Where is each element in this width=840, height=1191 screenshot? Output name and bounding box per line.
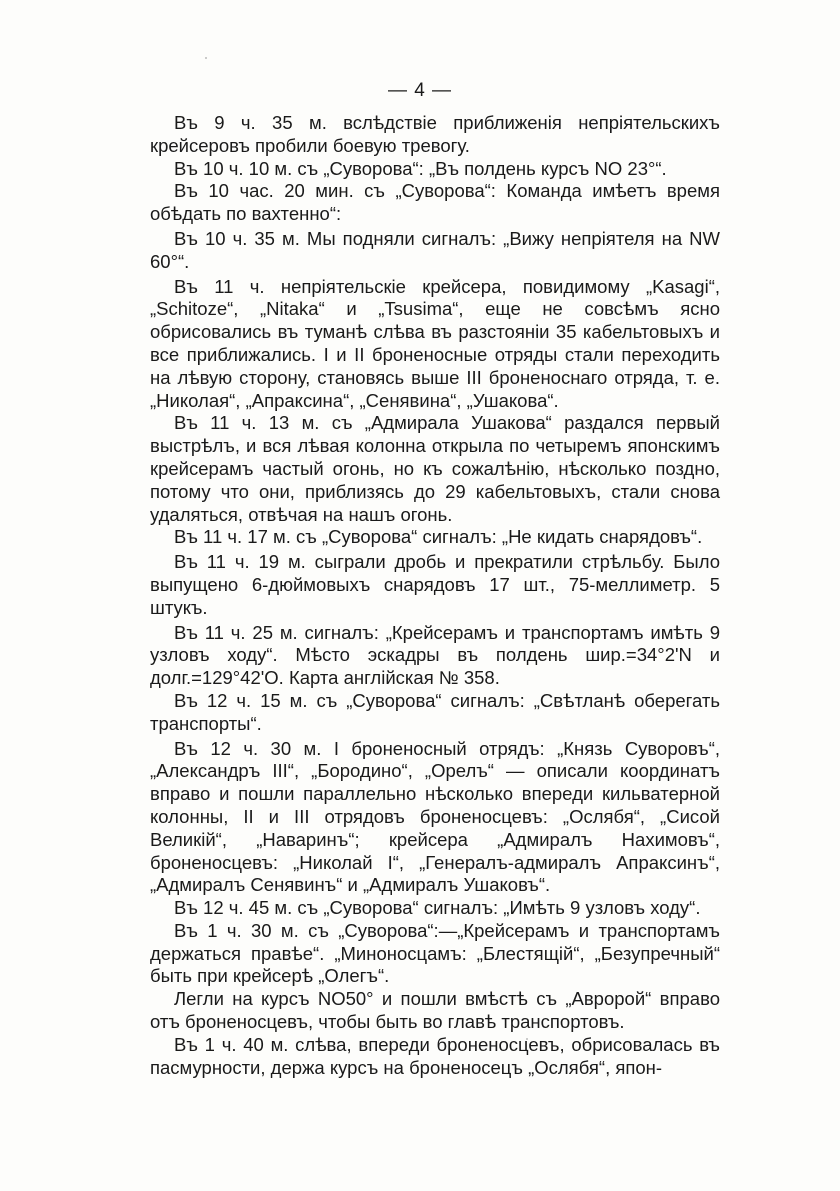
paragraph: Въ 12 ч. 15 м. съ „Суворова“ сигналъ: „Свѣтланѣ оберегать транспорты“. xyxy=(150,689,720,734)
paragraph: Въ 11 ч. непріятельскіе крейсера, повидимому „Kasagi“, „Schitoze“, „Nitaka“ и „Tsusima“, еще не совсѣмъ ясно обрисовались въ туманѣ слѣва въ разстояніи 35 кабельтовыхъ и все приближались. I и II броненосные отряды стали переходить на лѣвую сторону, становясь выше III броненоснаго отряда, т. е. „Николая“, „Апраксина“, „Сенявина“, „Ушакова“. xyxy=(150,275,720,411)
paragraph: Въ 12 ч. 45 м. съ „Суворова“ сигналъ: „Имѣть 9 узловъ ходу“. xyxy=(174,897,701,919)
paragraph: Въ 11 ч. 17 м. съ „Суворова“ сигналъ: „Не кидать снарядовъ“. xyxy=(174,526,703,548)
paragraph: Въ 10 час. 20 мин. съ „Суворова“: Команда имѣетъ время обѣдать по вахтенно“: xyxy=(150,180,720,225)
paper-speck xyxy=(205,57,207,59)
paragraph: Въ 11 ч. 25 м. сигналъ: „Крейсерамъ и транспортамъ имѣть 9 узловъ ходу“. Мѣсто эскадры въ полдень шир.=34°2'N и долг.=129°42'O. Карта англійская № 358. xyxy=(150,621,720,689)
body-text xyxy=(150,112,720,1079)
paragraph: Легли на курсъ NO50° и пошли вмѣстѣ съ „Авророй“ вправо отъ броненосцевъ, чтобы быть во главѣ транспортовъ. xyxy=(150,988,720,1033)
paragraph: Въ 1 ч. 40 м. слѣва, впереди броненосцевъ, обрисовалась въ пасмурности, держа курсъ на броненосецъ „Ослябя“, япон- xyxy=(150,1033,720,1078)
paragraph: Въ 11 ч. 13 м. съ „Адмирала Ушакова“ раздался первый выстрѣлъ, и вся лѣвая колонна открыла по четыремъ японскимъ крейсерамъ частый огонь, но къ сожалѣнію, нѣсколько поздно, потому что они, приблизясь до 29 кабельтовыхъ, стали снова удаляться, отвѣчая на нашъ огонь. xyxy=(150,412,720,525)
paragraph: Въ 9 ч. 35 м. вслѣдствіе приближенія непріятельскихъ крейсеровъ пробили боевую тревогу. xyxy=(150,112,720,156)
paragraph: Въ 1 ч. 30 м. съ „Суворова“:—„Крейсерамъ и транспортамъ держаться правѣе“. „Миноносцамъ: „Блестящій“, „Безупречный“ быть при крейсерѣ „Олегъ“. xyxy=(150,919,720,987)
paragraph: Въ 12 ч. 30 м. I броненосный отрядъ: „Князь Суворовъ“, „Александръ III“, „Бородино“, „Орелъ“ — описали координатъ вправо и пошли параллельно нѣсколько впереди кильватерной колонны, II и III отрядовъ броненосцевъ: „Ослябя“, „Сисой Великій“, „Наваринъ“; крейсера „Адмиралъ Нахимовъ“, броненосцевъ: „Николай I“, „Генералъ-адмиралъ Апраксинъ“, „Адмиралъ Сенявинъ“ и „Адмиралъ Ушаковъ“. xyxy=(150,737,720,896)
paragraph: Въ 11 ч. 19 м. сыграли дробь и прекратили стрѣльбу. Было выпущено 6-дюймовыхъ снарядовъ 17 шт., 75-меллиметр. 5 штукъ. xyxy=(150,551,720,618)
paragraph: Въ 10 ч. 10 м. съ „Суворова“: „Въ полдень курсъ NO 23°“. xyxy=(174,157,667,179)
paragraph: Въ 10 ч. 35 м. Мы подняли сигналъ: „Вижу непріятеля на NW 60°“. xyxy=(150,227,720,272)
page-number: — 4 — xyxy=(387,80,453,101)
